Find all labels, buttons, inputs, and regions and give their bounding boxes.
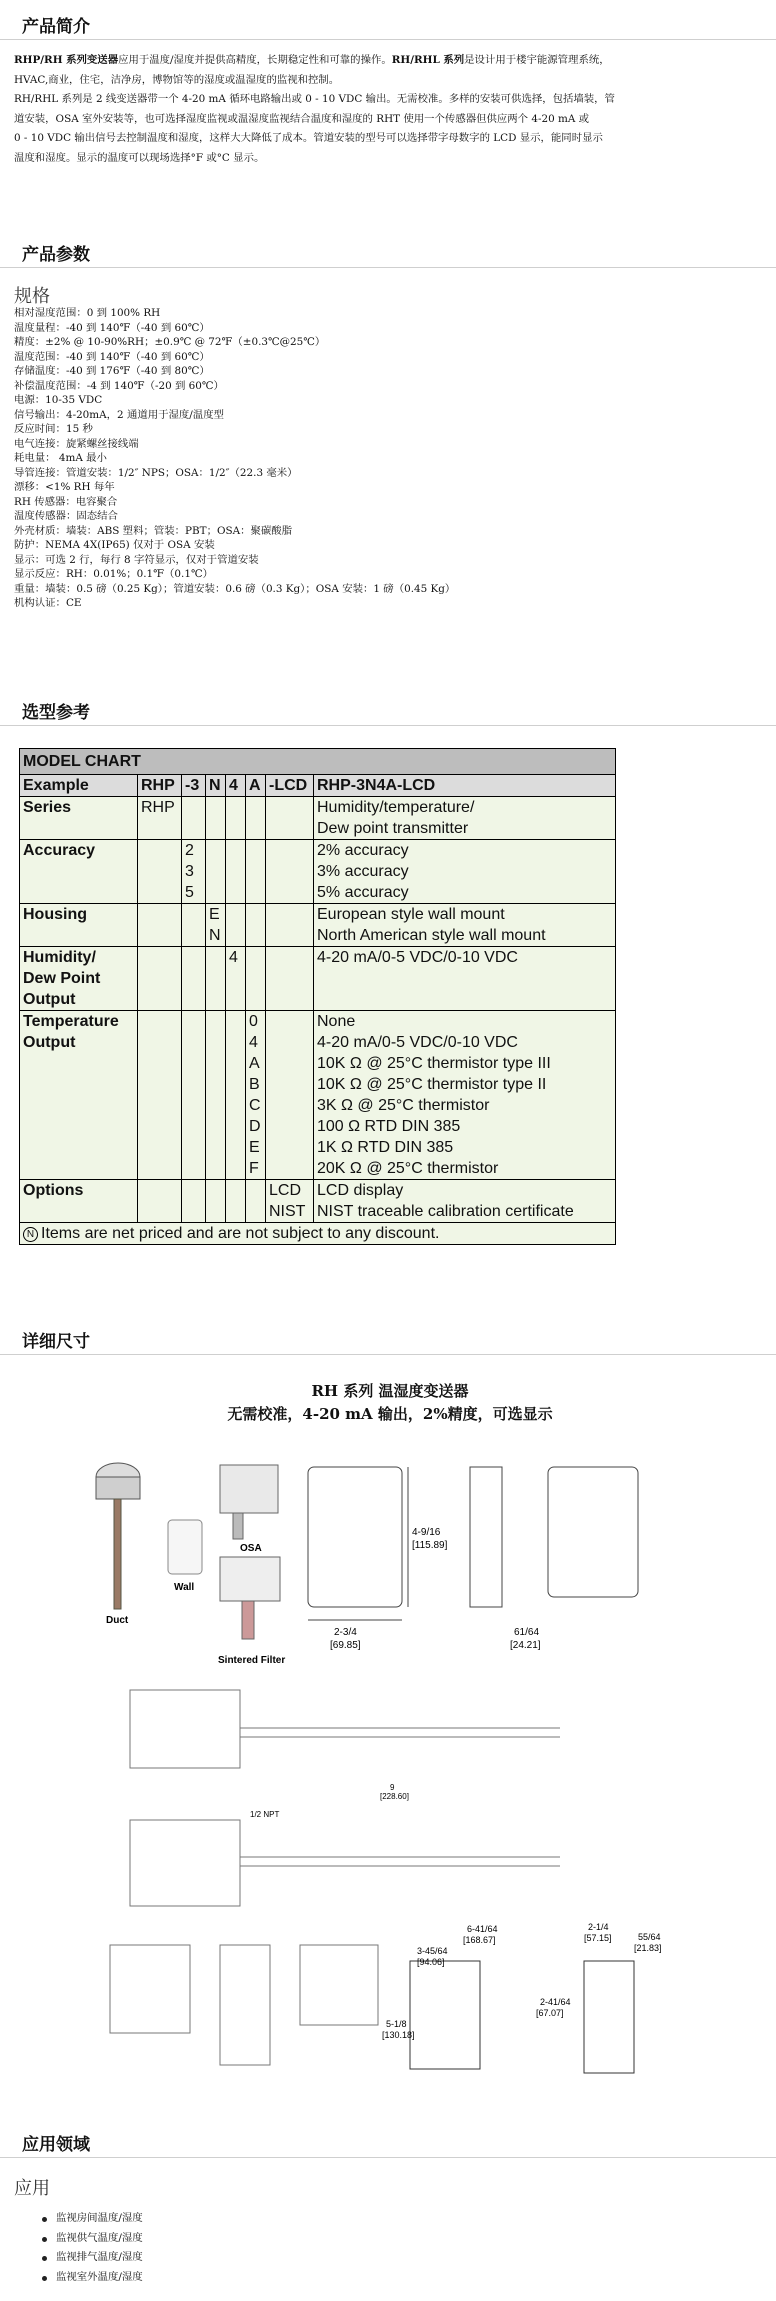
- section-header-apps: [0, 2124, 776, 2158]
- duct-sensor-figure: [96, 1463, 140, 1609]
- label-line: Dew Point: [23, 970, 101, 987]
- housing-label: Housing: [20, 904, 138, 947]
- accuracy-desc: [314, 840, 616, 904]
- dim-label: [228.60]: [380, 1792, 409, 1801]
- drawing-title: RH 系列 温湿度变送器: [311, 1382, 469, 1400]
- desc-line: European style wall mount: [317, 906, 505, 923]
- spec-line: 相对湿度范围：0 到 100% RH: [14, 307, 161, 319]
- spec-line: 精度：±2% @ 10-90%RH；±0.9℃ @ 72℉（±0.3℃@25℃）: [14, 336, 326, 348]
- code: A: [249, 1055, 260, 1072]
- spec-line: 温度传感器：固态结合: [14, 510, 118, 522]
- intro-line: 温度和湿度。显示的温度可以现场选择°F 或°C 显示。: [14, 151, 265, 164]
- intro-paragraph: [14, 51, 759, 168]
- bottom-view-1: [110, 1945, 190, 2033]
- app-item: 监视排气温度/湿度: [56, 2248, 143, 2268]
- spec-line: 防护：NEMA 4X(IP65) 仅对于 OSA 安装: [14, 539, 215, 551]
- code: C: [249, 1097, 261, 1114]
- code: B: [249, 1076, 260, 1093]
- drawing-svg: [90, 1425, 690, 2115]
- desc-line: None: [317, 1013, 356, 1030]
- duct-drawing-side: [130, 1820, 240, 1906]
- desc-line: 3% accuracy: [317, 863, 409, 880]
- dim-label: [67.07]: [536, 2008, 564, 2018]
- options-label: Options: [20, 1180, 138, 1223]
- wall-sensor-figure: [168, 1520, 202, 1574]
- label-line: Output: [23, 1034, 76, 1051]
- spec-line: 存储温度：-40 到 176℉（-40 到 80℃）: [14, 365, 210, 377]
- dim-label: 55/64: [638, 1932, 661, 1942]
- label-line: Temperature: [23, 1013, 119, 1030]
- osa-drawing-front: [410, 1961, 480, 2069]
- intro-line: 道安装，OSA 室外安装等，也可选择湿度监视或温湿度监视结合温度和湿度的 RHT 使用一个传感器但供应两个 4-20 mA 或: [14, 112, 590, 125]
- net-price-icon: N: [23, 1227, 38, 1242]
- options-codes: [266, 1180, 314, 1223]
- note-text: Items are net priced and are not subject to any discount.: [41, 1225, 440, 1242]
- app-item: 监视供气温度/湿度: [56, 2229, 143, 2249]
- dim-label: [21.83]: [634, 1943, 662, 1953]
- spec-line: 显示反应：RH：0.01%；0.1℉（0.1℃）: [14, 568, 213, 580]
- spec-line: 显示：可选 2 行，每行 8 字符显示，仅对于管道安装: [14, 553, 259, 566]
- spec-line: 电气连接：旋紧螺丝接线端: [14, 437, 139, 450]
- spec-line: 导管连接：管道安装：1/2″ NPS；OSA：1/2″（22.3 毫米）: [14, 466, 298, 479]
- housing-side-view: [470, 1467, 502, 1607]
- spec-line: 温度量程：-40 到 140℉（-40 到 60℃）: [14, 321, 210, 334]
- accuracy-label: Accuracy: [20, 840, 138, 904]
- dim-label: 9: [390, 1783, 395, 1792]
- intro-line: 0 - 10 VDC 输出信号去控制温度和湿度，这样大大降低了成本。管道安装的型号可以选择带字母数字的 LCD 显示，能同时显示: [14, 132, 603, 144]
- section-header-intro: [0, 6, 776, 40]
- series-code: RHP: [138, 797, 182, 840]
- dim-label: [130.18]: [382, 2030, 415, 2040]
- code: LCD: [269, 1182, 302, 1199]
- dimension-drawing: [90, 1380, 690, 2110]
- code: N: [209, 927, 221, 944]
- desc-line: Dew point transmitter: [317, 820, 469, 837]
- desc-line: Humidity/temperature/: [317, 799, 475, 816]
- dim-label: 4-9/16: [412, 1527, 441, 1538]
- example-desc: RHP-3N4A-LCD: [314, 775, 616, 797]
- spec-line: 耗电量： 4mA 最小: [14, 452, 107, 464]
- code: F: [249, 1160, 259, 1177]
- model-chart-title: MODEL CHART: [20, 749, 616, 775]
- example-code: A: [246, 775, 266, 797]
- dim-label: [24.21]: [510, 1640, 541, 1651]
- desc-line: 100 Ω RTD DIN 385: [317, 1118, 461, 1135]
- section-title: 选型参考: [22, 703, 90, 723]
- spec-line: 漂移：<1% RH 每年: [14, 481, 115, 493]
- temperature-codes: [246, 1011, 266, 1180]
- example-code: -LCD: [266, 775, 314, 797]
- specs-heading: 规格: [14, 286, 50, 307]
- housing-back-view: [548, 1467, 638, 1597]
- humidity-desc: 4-20 mA/0-5 VDC/0-10 VDC: [314, 947, 616, 1011]
- sintered-filter-figure: [220, 1557, 280, 1639]
- section-header-dims: [0, 1321, 776, 1355]
- section-title: 详细尺寸: [22, 1332, 90, 1352]
- spec-list: [14, 306, 455, 611]
- dim-label: 6-41/64: [467, 1924, 498, 1934]
- bottom-view-2: [220, 1945, 270, 2065]
- spec-line: 反应时间：15 秒: [14, 423, 93, 435]
- desc-line: 2% accuracy: [317, 842, 409, 859]
- example-label: Example: [20, 775, 138, 797]
- humidity-code: 4: [226, 947, 246, 1011]
- desc-line: 1K Ω RTD DIN 385: [317, 1139, 454, 1156]
- spec-line: 温度范围：-40 到 140℉（-40 到 60℃）: [14, 350, 210, 363]
- desc-line: 3K Ω @ 25°C thermistor: [317, 1097, 490, 1114]
- code: D: [249, 1118, 261, 1135]
- temperature-desc: [314, 1011, 616, 1180]
- model-chart-table: [19, 748, 616, 1245]
- code: 4: [249, 1034, 258, 1051]
- spec-line: 补偿温度范围：-4 到 140℉（-20 到 60℃）: [14, 379, 224, 392]
- example-code: RHP: [138, 775, 182, 797]
- spec-line: 重量：墙装：0.5 磅（0.25 Kg）；管道安装：0.6 磅（0.3 Kg）；OSA 安装：1 磅（0.45 Kg）: [14, 582, 456, 595]
- temperature-label: [20, 1011, 138, 1180]
- osa-sensor-figure: [220, 1465, 278, 1539]
- code: 5: [185, 884, 194, 901]
- options-desc: [314, 1180, 616, 1223]
- desc-line: 10K Ω @ 25°C thermistor type II: [317, 1076, 547, 1093]
- dim-label: 3-45/64: [417, 1946, 448, 1956]
- wall-label: Wall: [174, 1582, 195, 1593]
- intro-line: HVAC,商业，住宅，洁净房，博物馆等的湿度或温湿度的监视和控制。: [14, 73, 340, 86]
- desc-line: LCD display: [317, 1182, 404, 1199]
- section-title: 应用领域: [22, 2135, 90, 2155]
- code: E: [209, 906, 220, 923]
- intro-rhl-bold: RH/RHL 系列: [391, 54, 465, 66]
- desc-line: 4-20 mA/0-5 VDC/0-10 VDC: [317, 1034, 518, 1051]
- apps-heading: 应用: [14, 2178, 50, 2199]
- dim-label: [115.89]: [412, 1540, 448, 1551]
- example-code: -3: [182, 775, 206, 797]
- desc-line: NIST traceable calibration certificate: [317, 1203, 574, 1220]
- osa-drawing-side: [584, 1961, 634, 2073]
- housing-front-view: [308, 1467, 402, 1607]
- series-desc: [314, 797, 616, 840]
- example-code: 4: [226, 775, 246, 797]
- duct-label: Duct: [106, 1615, 129, 1626]
- dim-label: [69.85]: [330, 1640, 361, 1651]
- intro-line: RH/RHL 系列是 2 线变送器带一个 4-20 mA 循环电路输出或 0 - 10 VDC 输出。无需校准。多样的安装可供选择，包括墙装，管: [14, 93, 615, 105]
- osa-label: OSA: [240, 1543, 262, 1554]
- code: 2: [185, 842, 194, 859]
- housing-codes: [206, 904, 226, 947]
- spec-line: 外壳材质：墙装：ABS 塑料；管装：PBT；OSA：聚碳酸脂: [14, 524, 293, 537]
- apps-list: [56, 2209, 143, 2287]
- desc-line: North American style wall mount: [317, 927, 546, 944]
- example-code: N: [206, 775, 226, 797]
- spec-line: RH 传感器：电容聚合: [14, 495, 118, 508]
- dim-label: 61/64: [514, 1627, 540, 1638]
- dim-label: 2-41/64: [540, 1997, 571, 2007]
- app-item: 监视室外温度/湿度: [56, 2268, 143, 2288]
- desc-line: 20K Ω @ 25°C thermistor: [317, 1160, 499, 1177]
- label-line: Humidity/: [23, 949, 96, 966]
- desc-line: 10K Ω @ 25°C thermistor type III: [317, 1055, 551, 1072]
- app-item: 监视房间温度/湿度: [56, 2209, 143, 2229]
- dim-label: 2-1/4: [588, 1922, 609, 1932]
- code: 3: [185, 863, 194, 880]
- dim-label: [94.06]: [417, 1957, 445, 1967]
- dim-label: 2-3/4: [334, 1627, 357, 1638]
- intro-rhl-text: 是设计用于楼宇能源管理系统，: [464, 54, 610, 66]
- section-title: 产品参数: [22, 245, 90, 265]
- bottom-view-3: [300, 1945, 378, 2025]
- dim-label: 1/2 NPT: [250, 1810, 280, 1819]
- section-header-select: [0, 692, 776, 726]
- intro-lead-text: 应用于温度/湿度并提供高精度，长期稳定性和可靠的操作。: [118, 54, 392, 66]
- code: E: [249, 1139, 260, 1156]
- code: NIST: [269, 1203, 306, 1220]
- label-line: Output: [23, 991, 76, 1008]
- dim-label: 5-1/8: [386, 2019, 407, 2029]
- desc-line: 5% accuracy: [317, 884, 409, 901]
- model-chart-note: [20, 1223, 616, 1245]
- section-title: 产品简介: [22, 17, 90, 37]
- section-header-params: [0, 234, 776, 268]
- duct-drawing-body: [130, 1690, 240, 1768]
- spec-line: 电源：10-35 VDC: [14, 394, 103, 406]
- code: 0: [249, 1013, 258, 1030]
- housing-desc: [314, 904, 616, 947]
- series-label: Series: [20, 797, 138, 840]
- intro-lead-bold: RHP/RH 系列变送器: [14, 54, 119, 66]
- spec-line: 机构认证：CE: [14, 597, 82, 609]
- accuracy-codes: [182, 840, 206, 904]
- dim-label: [57.15]: [584, 1933, 612, 1943]
- spec-line: 信号输出：4-20mA，2 通道用于湿度/温度型: [14, 408, 224, 421]
- humidity-label: [20, 947, 138, 1011]
- dim-label: [168.67]: [463, 1935, 496, 1945]
- drawing-subtitle: 无需校准，4-20 mA 输出，2%精度，可选显示: [227, 1405, 553, 1423]
- filter-label: Sintered Filter: [218, 1655, 286, 1666]
